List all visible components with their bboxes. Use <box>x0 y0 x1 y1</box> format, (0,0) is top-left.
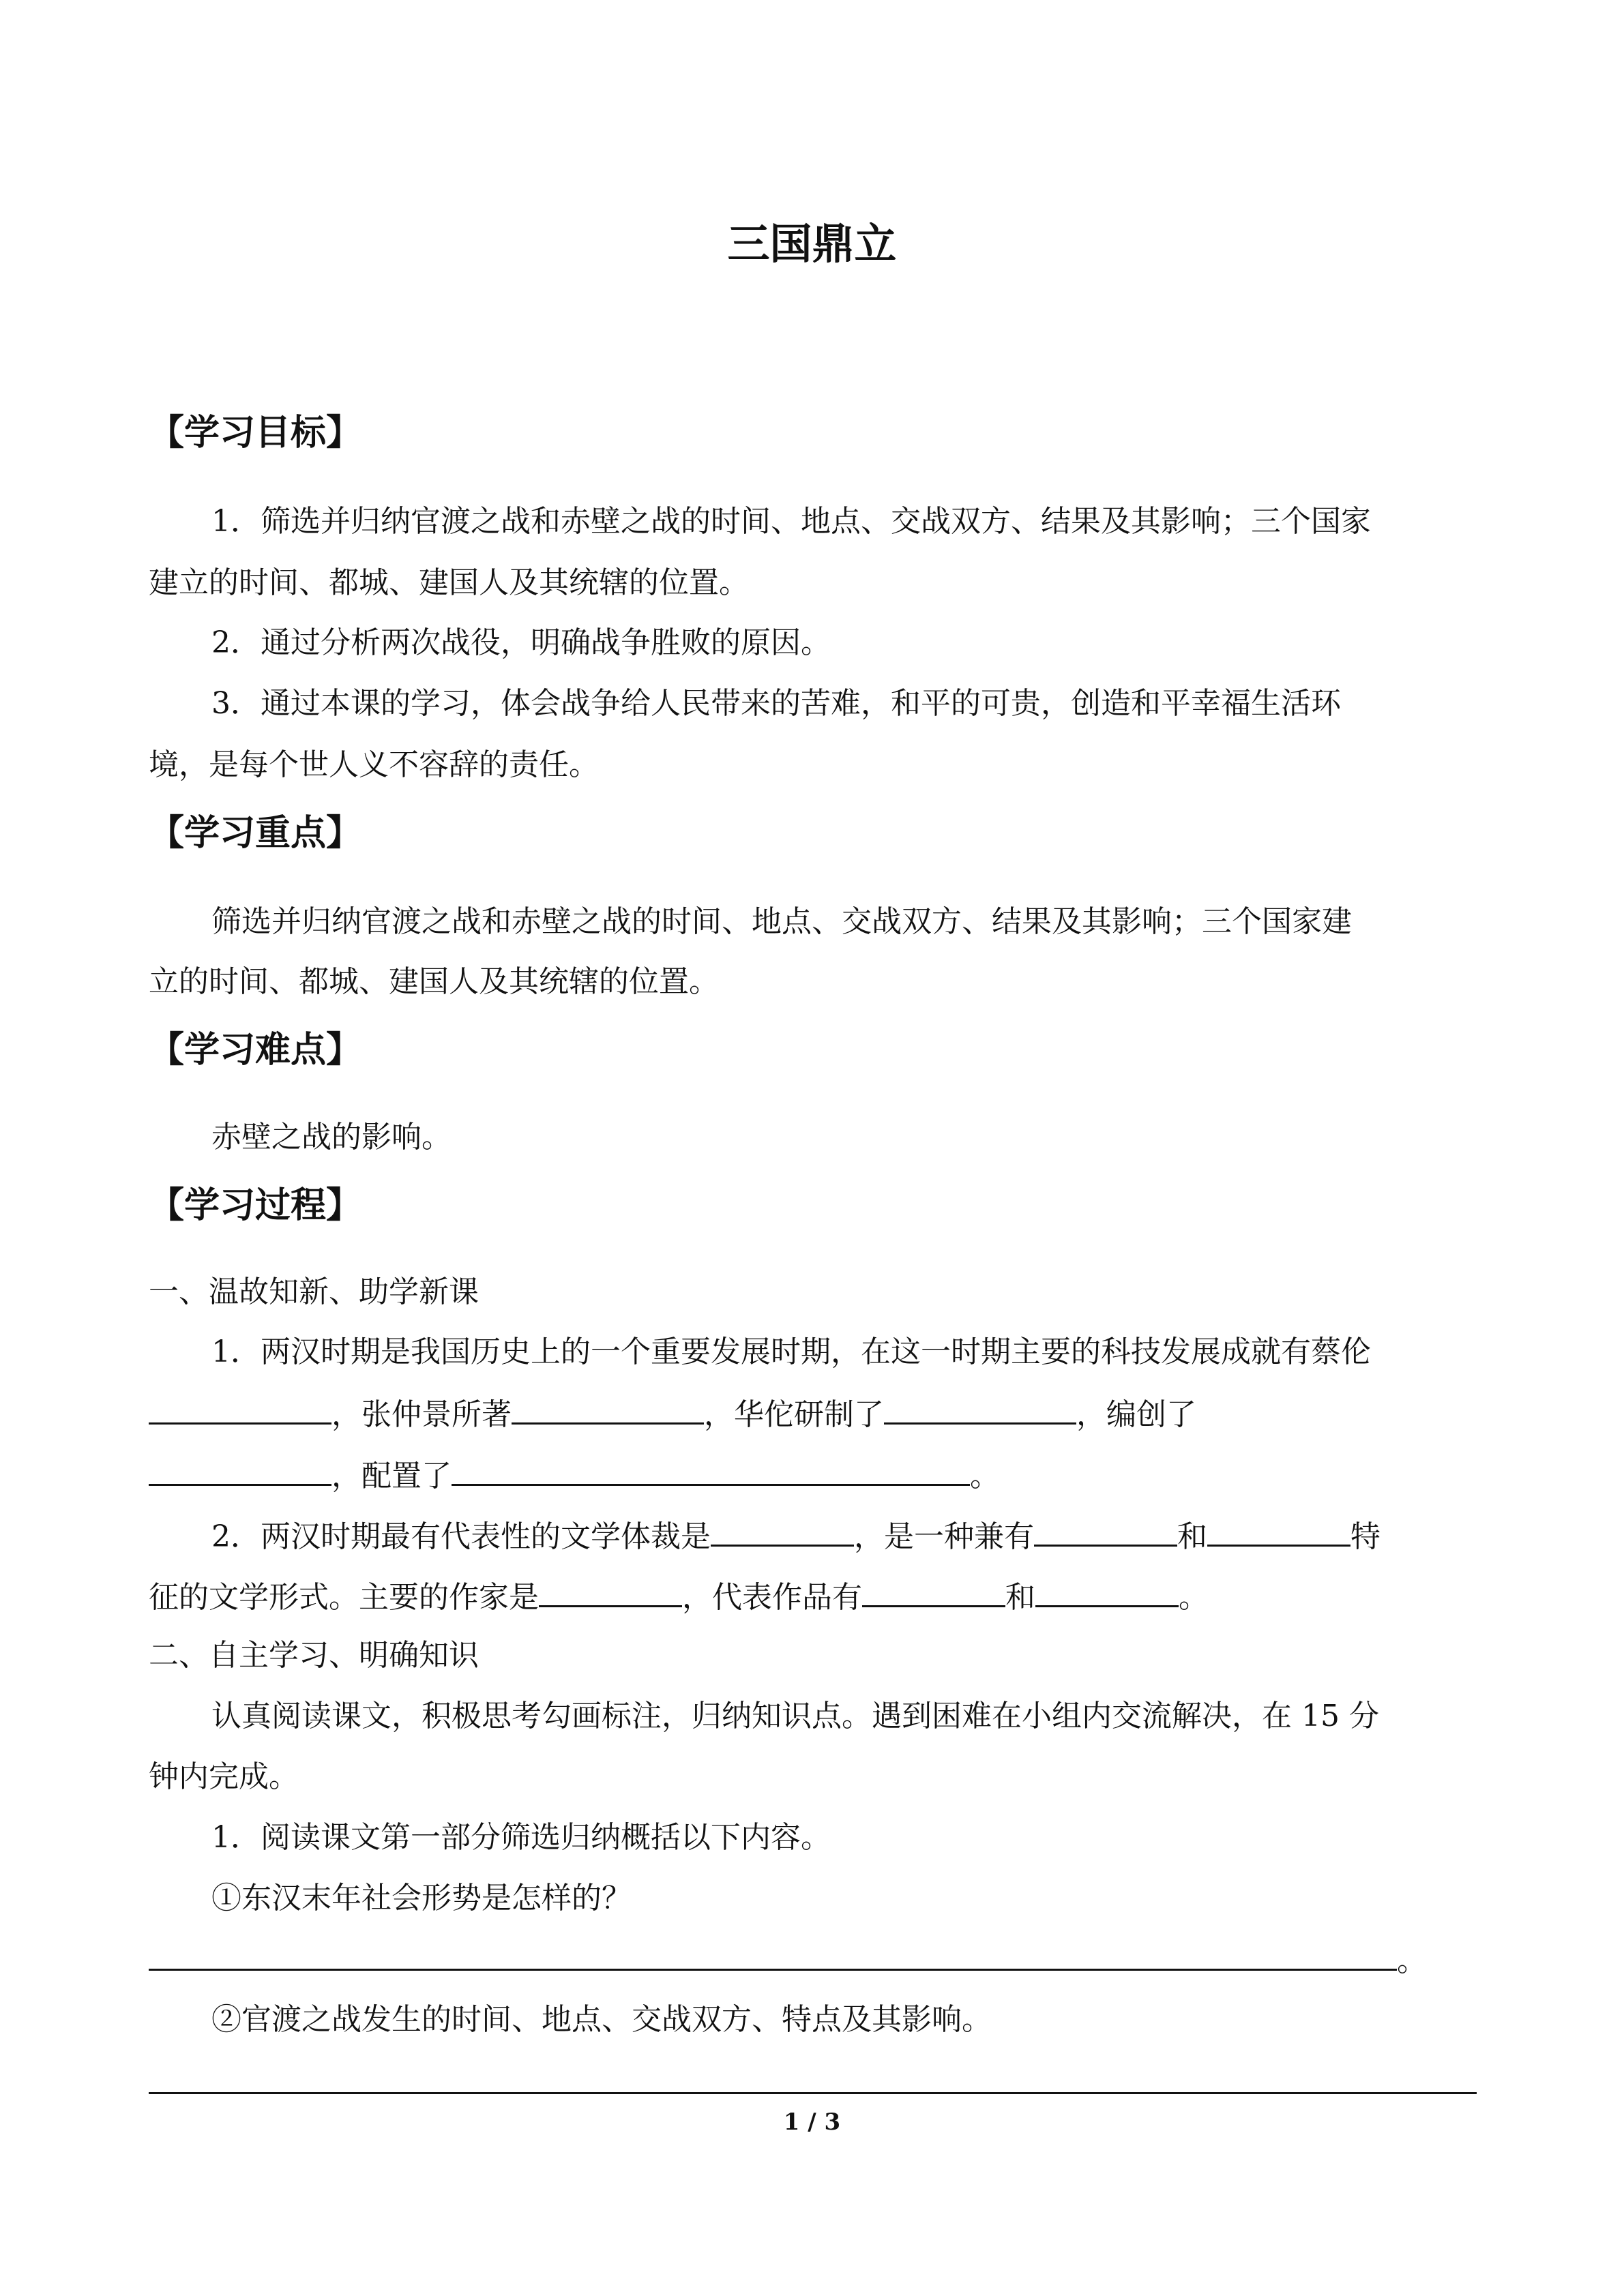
answer-blank[interactable] <box>884 1392 1076 1425</box>
goals-line-3: 2．通过分析两次战役，明确战争胜败的原因。 <box>211 625 831 660</box>
intro-line-2: 钟内完成。 <box>149 1759 299 1794</box>
answer-blank[interactable] <box>1034 1515 1177 1547</box>
answer-blank[interactable] <box>1035 1575 1179 1607</box>
answer-blank[interactable] <box>539 1575 682 1607</box>
answer-blank[interactable] <box>711 1515 854 1547</box>
key-line-1: 筛选并归纳官渡之战和赤壁之战的时间、地点、交战双方、结果及其影响；三个国家建 <box>211 904 1352 939</box>
footer-divider <box>149 2092 1477 2094</box>
q2-line-2: 征的文学形式。主要的作家是 ，代表作品有 和 。 <box>149 1575 1209 1618</box>
answer-blank[interactable] <box>1207 1515 1350 1547</box>
sub-question-1-answer: 。 <box>149 1939 1427 1982</box>
answer-blank[interactable] <box>149 1392 331 1425</box>
heading-key: 【学习重点】 <box>149 813 362 854</box>
heading-process: 【学习过程】 <box>149 1185 362 1226</box>
part2-title: 二、自主学习、明确知识 <box>149 1638 479 1673</box>
part1-title: 一、温故知新、助学新课 <box>149 1274 479 1309</box>
task-1: 1．阅读课文第一部分筛选归纳概括以下内容。 <box>211 1820 831 1855</box>
goals-line-4: 3．通过本课的学习，体会战争给人民带来的苦难，和平的可贵，创造和平幸福生活环 <box>211 686 1341 721</box>
heading-difficulty: 【学习难点】 <box>149 1030 362 1071</box>
sub-question-1: ①东汉末年社会形势是怎样的？ <box>211 1881 632 1915</box>
answer-blank[interactable] <box>862 1575 1005 1607</box>
sub-question-2: ②官渡之战发生的时间、地点、交战双方、特点及其影响。 <box>211 2002 992 2037</box>
answer-blank[interactable] <box>149 1454 331 1486</box>
key-line-2: 立的时间、都城、建国人及其统辖的位置。 <box>149 964 719 999</box>
goals-line-5: 境，是每个世人义不容辞的责任。 <box>149 747 599 782</box>
q1-line-3: ，配置了 。 <box>149 1454 1000 1497</box>
answer-blank[interactable] <box>452 1454 970 1486</box>
page-number: 1 / 3 <box>783 2108 841 2136</box>
page-title: 三国鼎立 <box>727 219 897 269</box>
intro-line-1: 认真阅读课文，积极思考勾画标注，归纳知识点。遇到困难在小组内交流解决，在 15 分 <box>211 1699 1379 1733</box>
q1-line-2: ，张仲景所著 ，华佗研制了 ，编创了 <box>149 1392 1196 1435</box>
difficulty-line-1: 赤壁之战的影响。 <box>211 1120 452 1154</box>
goals-line-2: 建立的时间、都城、建国人及其统辖的位置。 <box>149 565 749 600</box>
q1-line-1: 1．两汉时期是我国历史上的一个重要发展时期，在这一时期主要的科技发展成就有蔡伦 <box>211 1335 1371 1369</box>
q2-line-1: 2．两汉时期最有代表性的文学体裁是 ，是一种兼有 和 特 <box>211 1515 1381 1557</box>
heading-goals: 【学习目标】 <box>149 413 362 453</box>
answer-blank[interactable] <box>149 1939 1397 1971</box>
goals-line-1: 1．筛选并归纳官渡之战和赤壁之战的时间、地点、交战双方、结果及其影响；三个国家 <box>211 504 1371 539</box>
answer-blank[interactable] <box>512 1392 704 1425</box>
